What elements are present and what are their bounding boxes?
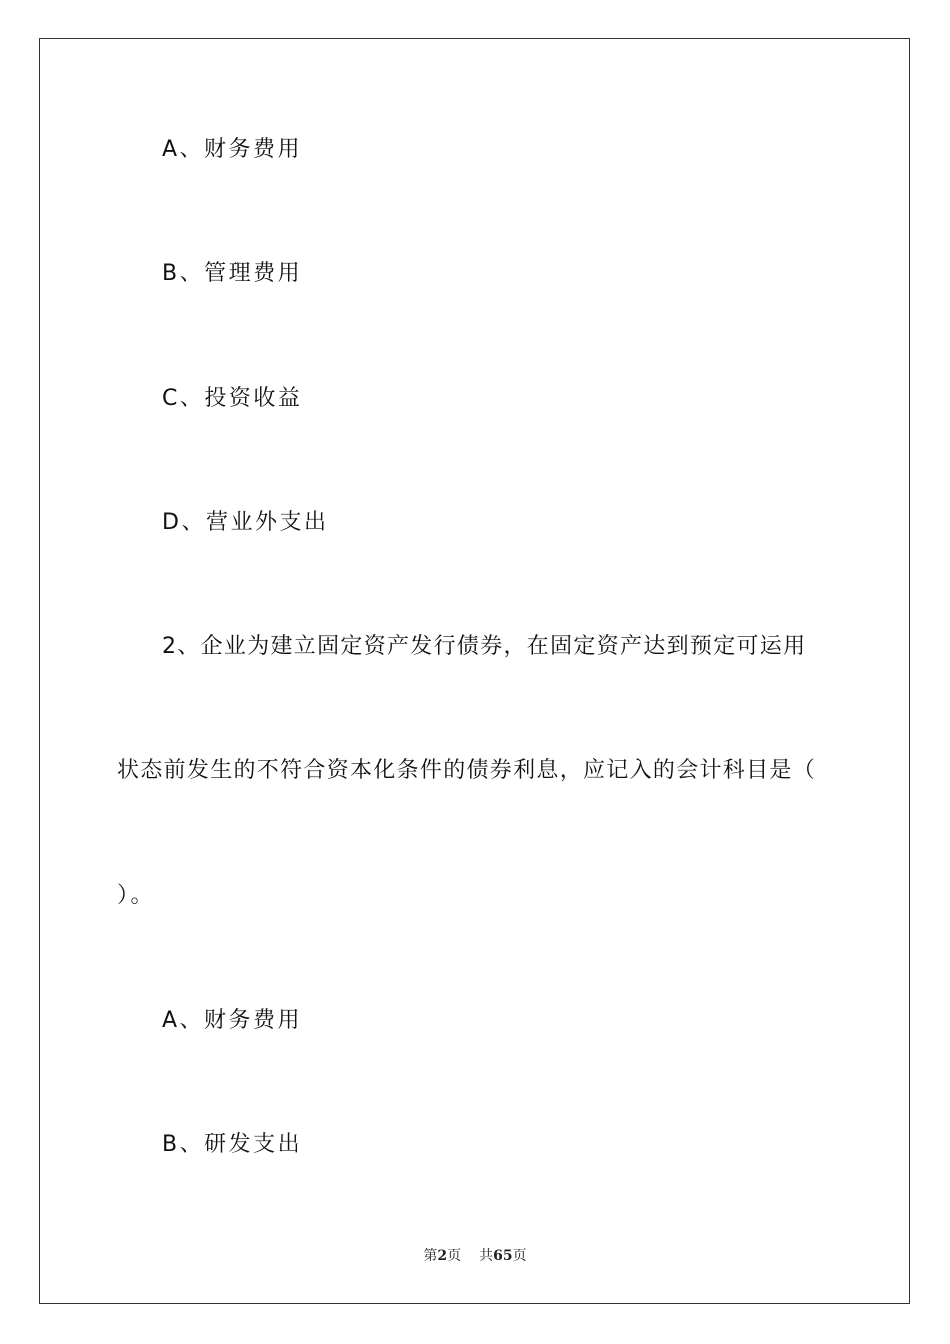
q2-option-b: B、研发支出 <box>162 1132 303 1157</box>
question-2-line-2: 状态前发生的不符合资本化条件的债券利息，应记入的会计科目是（ <box>117 758 817 783</box>
footer-total-suffix: 页 <box>512 1248 527 1264</box>
footer-page-suffix: 页 <box>447 1248 462 1264</box>
page-border <box>39 38 910 1304</box>
footer-total-pages: 65 <box>493 1248 513 1264</box>
q1-option-c: C、投资收益 <box>162 386 303 411</box>
q2-option-a: A、财务费用 <box>162 1008 303 1033</box>
q1-option-a: A、财务费用 <box>162 137 303 162</box>
footer-page-number: 2 <box>437 1248 448 1264</box>
q1-option-d: D、营业外支出 <box>162 510 329 535</box>
q1-option-b: B、管理费用 <box>162 261 303 286</box>
page-footer <box>0 1246 950 1266</box>
question-2-line-3: ）。 <box>117 883 156 908</box>
footer-page-prefix: 第 <box>423 1248 438 1264</box>
footer-total-prefix: 共 <box>479 1248 494 1264</box>
question-2-line-1: 2、企业为建立固定资产发行债券，在固定资产达到预定可运用 <box>162 634 807 659</box>
